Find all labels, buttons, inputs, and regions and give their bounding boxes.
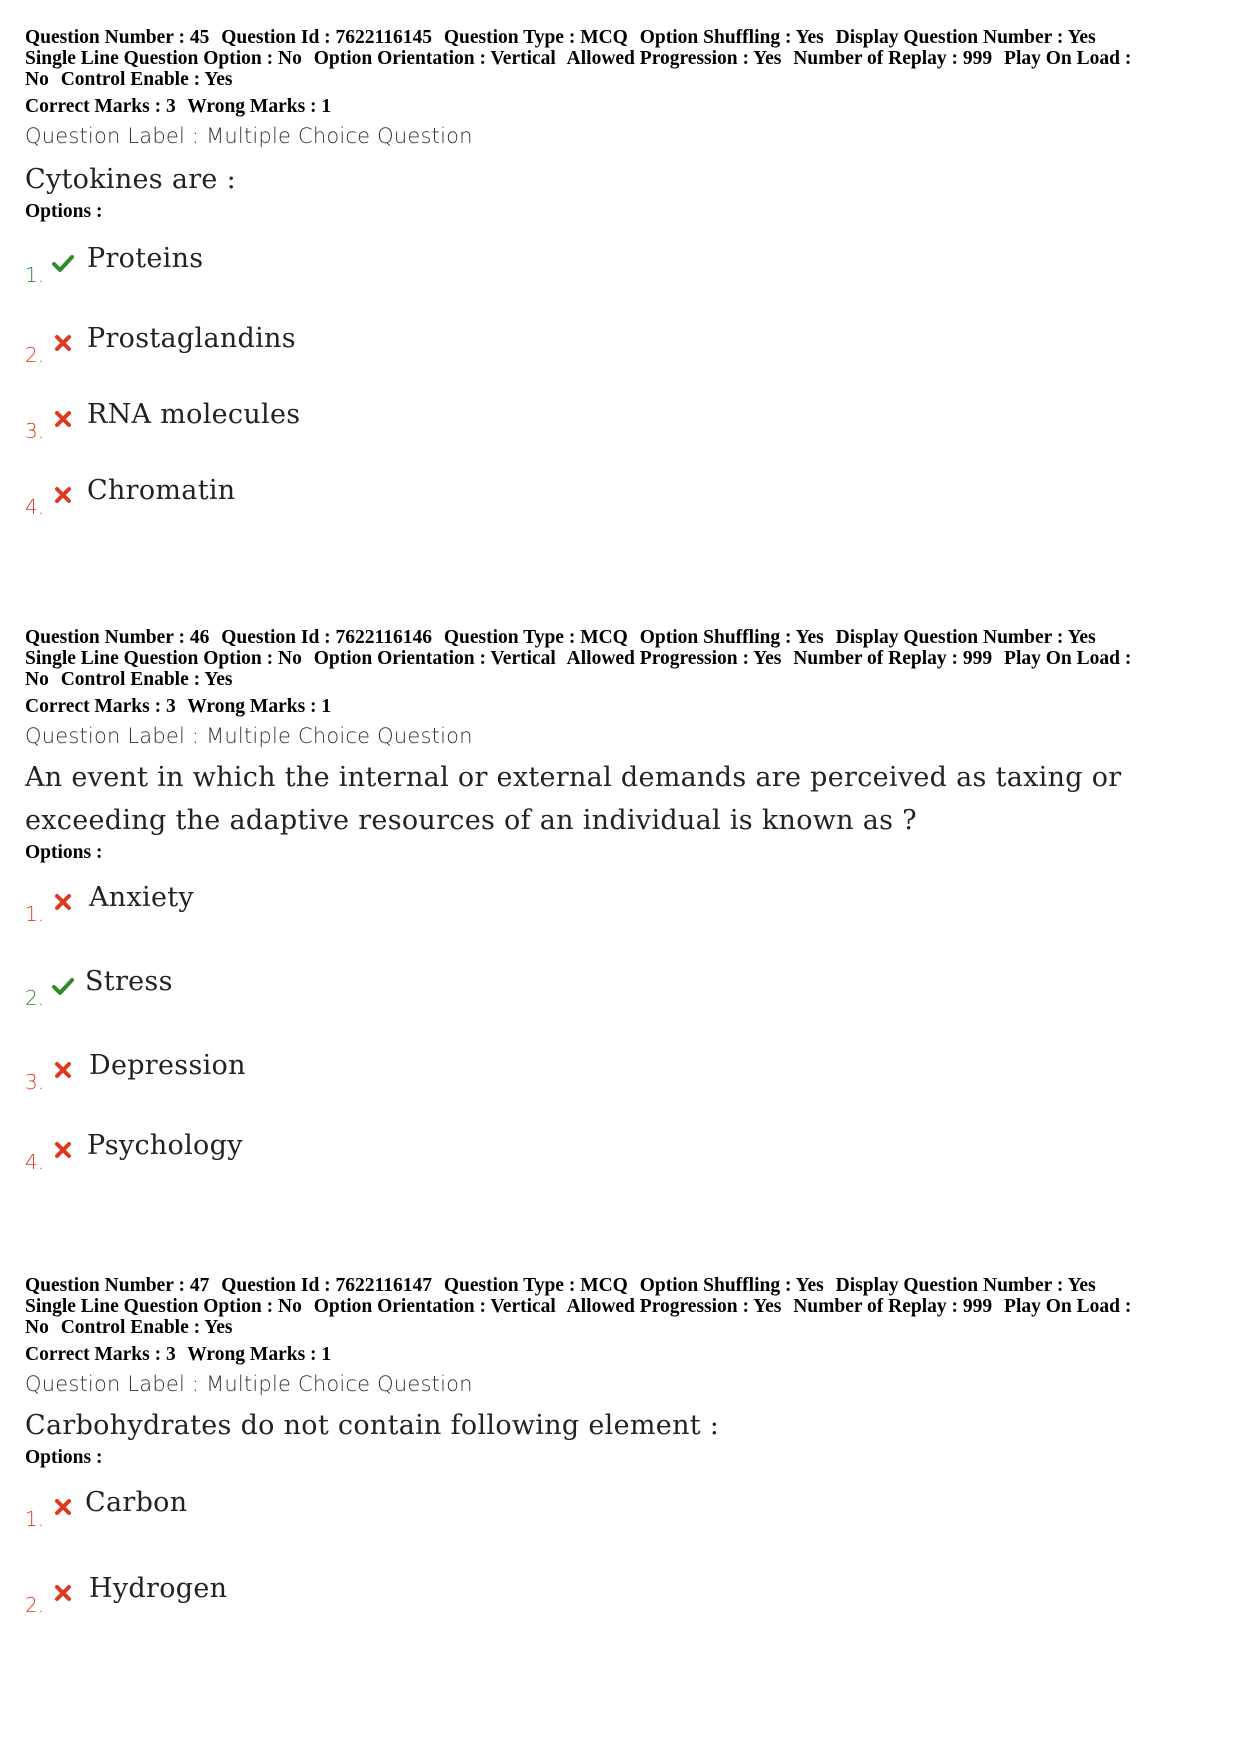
options-label: Options :	[25, 201, 103, 222]
options-list	[25, 882, 1220, 1190]
option-1	[25, 882, 1220, 966]
meta-item: Option Orientation : Vertical	[313, 1296, 556, 1317]
meta-item: Question Id : 7622116145	[221, 27, 432, 48]
meta-item: Question Type : MCQ	[443, 27, 628, 48]
meta-item: Option Shuffling : Yes	[639, 627, 824, 648]
meta-item: Play On Load :	[1004, 1296, 1132, 1317]
option-2	[25, 966, 1220, 1050]
options-label: Options :	[25, 1447, 103, 1468]
option-number: 2.	[25, 1593, 45, 1617]
option-number: 4.	[25, 495, 45, 519]
question-text-line-1: An event in which the internal or external demands are perceived as taxing or	[25, 762, 1122, 793]
meta-item: Option Orientation : Vertical	[313, 648, 556, 669]
option-text: Psychology	[87, 1130, 243, 1161]
option-2	[25, 1573, 1220, 1633]
marks-line	[25, 1344, 1220, 1366]
option-3	[25, 399, 1220, 475]
wrong-marks: Wrong Marks : 1	[187, 96, 332, 117]
question-text	[25, 756, 1220, 842]
meta-item: Play On Load :	[1004, 48, 1132, 69]
meta-item: Question Id : 7622116147	[221, 1275, 432, 1296]
question-block-45	[25, 27, 1220, 535]
meta-item: Option Orientation : Vertical	[313, 48, 556, 69]
meta-item: Play On Load :	[1004, 648, 1132, 669]
question-meta-line-2	[25, 1296, 1220, 1317]
options-label: Options :	[25, 842, 103, 863]
question-block-47	[25, 1275, 1220, 1633]
option-number: 3.	[25, 419, 45, 443]
meta-item: Single Line Question Option : No	[25, 48, 302, 69]
meta-item: Question Number : 46	[25, 627, 210, 648]
option-text: Depression	[89, 1050, 246, 1081]
option-1	[25, 243, 1220, 323]
question-meta-line-2	[25, 48, 1220, 69]
meta-item: Question Type : MCQ	[443, 1275, 628, 1296]
option-number: 1.	[25, 263, 45, 287]
cross-icon	[51, 483, 75, 507]
option-number: 2.	[25, 343, 45, 367]
cross-icon	[51, 890, 75, 914]
meta-item: Question Type : MCQ	[443, 627, 628, 648]
meta-item: Question Number : 45	[25, 27, 210, 48]
meta-item: No	[25, 1317, 49, 1338]
question-meta-line-3	[25, 69, 1220, 90]
option-text: Proteins	[87, 243, 204, 274]
question-meta-line-1	[25, 27, 1220, 48]
meta-item: Number of Replay : 999	[793, 648, 993, 669]
meta-item: Single Line Question Option : No	[25, 648, 302, 669]
meta-item: Display Question Number : Yes	[835, 27, 1096, 48]
meta-item: Question Id : 7622116146	[221, 627, 432, 648]
question-label: Question Label : Multiple Choice Question	[25, 124, 473, 148]
options-list	[25, 243, 1220, 535]
option-1	[25, 1487, 1220, 1573]
option-2	[25, 323, 1220, 399]
option-text: RNA molecules	[87, 399, 301, 430]
option-3	[25, 1050, 1220, 1130]
option-text: Prostaglandins	[87, 323, 296, 354]
cross-icon	[51, 1495, 75, 1519]
meta-item: Number of Replay : 999	[793, 48, 993, 69]
cross-icon	[51, 1138, 75, 1162]
option-text: Stress	[85, 966, 173, 997]
marks-line	[25, 696, 1220, 718]
check-icon	[51, 251, 75, 275]
meta-item: Allowed Progression : Yes	[566, 648, 782, 669]
meta-item: Option Shuffling : Yes	[639, 27, 824, 48]
option-4	[25, 1130, 1220, 1190]
meta-item: Display Question Number : Yes	[835, 627, 1096, 648]
cross-icon	[51, 331, 75, 355]
meta-item: Option Shuffling : Yes	[639, 1275, 824, 1296]
question-block-46	[25, 627, 1220, 1190]
wrong-marks: Wrong Marks : 1	[187, 1344, 332, 1365]
meta-item: No	[25, 669, 49, 690]
question-text-line-2: exceeding the adaptive resources of an individual is known as ?	[25, 805, 917, 836]
question-label: Question Label : Multiple Choice Question	[25, 1372, 473, 1396]
meta-item: Single Line Question Option : No	[25, 1296, 302, 1317]
option-number: 1.	[25, 1507, 45, 1531]
option-text: Hydrogen	[89, 1573, 228, 1604]
question-meta-line-1	[25, 627, 1220, 648]
option-number: 4.	[25, 1150, 45, 1174]
cross-icon	[51, 1581, 75, 1605]
meta-item: Question Number : 47	[25, 1275, 210, 1296]
option-number: 3.	[25, 1070, 45, 1094]
option-text: Anxiety	[89, 882, 194, 913]
meta-item: Control Enable : Yes	[60, 669, 233, 690]
question-meta-line-3	[25, 1317, 1220, 1338]
option-number: 1.	[25, 902, 45, 926]
question-meta-line-3	[25, 669, 1220, 690]
cross-icon	[51, 1058, 75, 1082]
cross-icon	[51, 407, 75, 431]
meta-item: Allowed Progression : Yes	[566, 48, 782, 69]
meta-item: Display Question Number : Yes	[835, 1275, 1096, 1296]
meta-item: Control Enable : Yes	[60, 69, 233, 90]
options-list	[25, 1487, 1220, 1633]
question-meta-line-1	[25, 1275, 1220, 1296]
meta-item: No	[25, 69, 49, 90]
option-number: 2.	[25, 986, 45, 1010]
option-text: Chromatin	[87, 475, 236, 506]
option-4	[25, 475, 1220, 535]
correct-marks: Correct Marks : 3	[25, 696, 176, 717]
wrong-marks: Wrong Marks : 1	[187, 696, 332, 717]
question-text: Cytokines are :	[25, 164, 236, 195]
meta-item: Number of Replay : 999	[793, 1296, 993, 1317]
marks-line	[25, 96, 1220, 118]
option-text: Carbon	[85, 1487, 188, 1518]
meta-item: Allowed Progression : Yes	[566, 1296, 782, 1317]
question-meta-line-2	[25, 648, 1220, 669]
correct-marks: Correct Marks : 3	[25, 96, 176, 117]
correct-marks: Correct Marks : 3	[25, 1344, 176, 1365]
question-label: Question Label : Multiple Choice Question	[25, 724, 473, 748]
question-text: Carbohydrates do not contain following element :	[25, 1410, 720, 1441]
check-icon	[51, 974, 75, 998]
meta-item: Control Enable : Yes	[60, 1317, 233, 1338]
